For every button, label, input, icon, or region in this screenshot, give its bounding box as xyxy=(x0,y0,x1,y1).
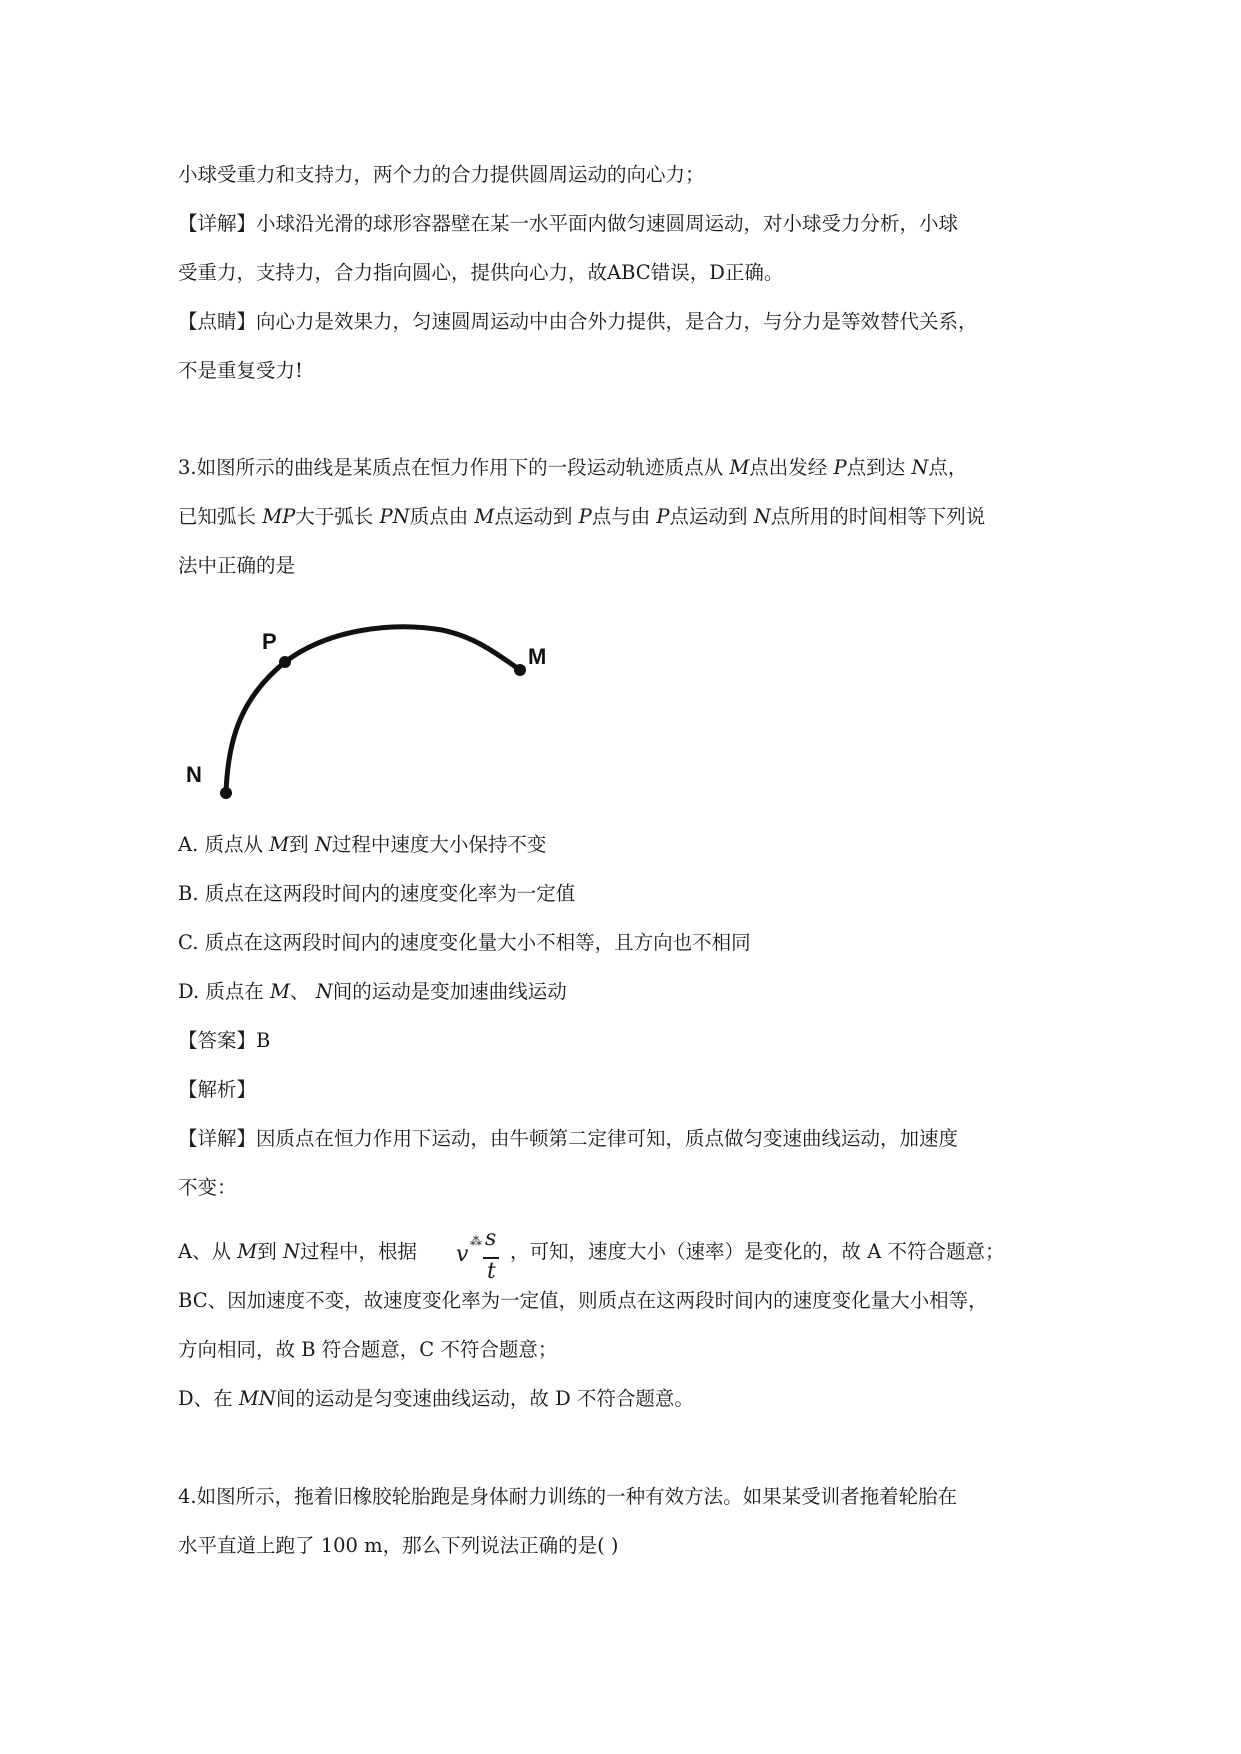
text-span: 到 xyxy=(289,833,315,856)
text-span: D. 质点在 xyxy=(178,980,271,1003)
text-span: 到 xyxy=(257,1240,283,1263)
var-mp: MP xyxy=(262,505,296,528)
point-p xyxy=(279,656,291,668)
question-4-line: 4.如图所示，拖着旧橡胶轮胎跑是身体耐力训练的一种有效方法。如果某受训者拖着轮胎在 xyxy=(178,1485,958,1508)
var-mn: MN xyxy=(238,1387,276,1410)
trajectory-figure xyxy=(170,592,570,802)
var-m: M xyxy=(269,833,290,856)
point-n xyxy=(220,787,232,799)
var-pn: PN xyxy=(379,505,410,528)
detail-line: 不变： xyxy=(178,1176,237,1199)
var-n: N xyxy=(753,505,771,528)
text-span: 大于弧长 xyxy=(295,505,380,528)
text-line: 受重力，支持力，合力指向圆心，提供向心力，故ABC错误，D正确。 xyxy=(178,261,784,284)
text-line: 不是重复受力! xyxy=(178,359,303,382)
analysis-heading: 【解析】 xyxy=(178,1078,257,1101)
detail-a-line-tail: ，可知，速度大小（速率）是变化的，故 A 不符合题意； xyxy=(510,1240,1005,1263)
text-span: 质点由 xyxy=(409,505,475,528)
detail-bc-line: 方向相同，故 B 符合题意，C 不符合题意； xyxy=(178,1338,558,1361)
var-m: M xyxy=(474,505,495,528)
text-span: 间的运动是变加速曲线运动 xyxy=(332,980,567,1003)
var-n: N xyxy=(315,980,333,1003)
text-span: 点所用的时间相等下列说 xyxy=(770,505,986,528)
text-span: 点出发经 xyxy=(749,456,834,479)
detail-d-line xyxy=(178,1385,694,1413)
question-3-line: 法中正确的是 xyxy=(178,554,296,577)
option-b: B. 质点在这两段时间内的速度变化率为一定值 xyxy=(178,882,576,905)
text-span: 、 xyxy=(290,980,316,1003)
text-span: A、从 xyxy=(178,1240,238,1263)
label-n: N xyxy=(186,762,202,787)
formula-denominator: t xyxy=(487,1259,496,1284)
detail-bc-line: BC、因加速度不变，故速度变化率为一定值，则质点在这两段时间内的速度变化量大小相等， xyxy=(178,1289,988,1312)
question-3-line xyxy=(178,503,985,531)
text-span: 过程中速度大小保持不变 xyxy=(331,833,547,856)
option-c: C. 质点在这两段时间内的速度变化量大小不相等，且方向也不相同 xyxy=(178,931,751,954)
question-3-line xyxy=(178,454,967,482)
detail-line: 【详解】因质点在恒力作用下运动，由牛顿第二定律可知，质点做匀变速曲线运动，加速度 xyxy=(178,1127,959,1150)
detail-a-line xyxy=(178,1238,417,1266)
var-m: M xyxy=(270,980,291,1003)
text-span: 已知弧长 xyxy=(178,505,263,528)
text-span: 点， xyxy=(928,456,968,479)
var-n: N xyxy=(314,833,332,856)
formula-symbol: ⁂ xyxy=(470,1234,482,1248)
velocity-formula xyxy=(456,1226,504,1290)
option-a xyxy=(178,831,546,859)
question-4-line: 水平直道上跑了 100 m，那么下列说法正确的是( ) xyxy=(178,1534,619,1557)
text-span: 点运动到 xyxy=(494,505,579,528)
text-span: 间的运动是匀变速曲线运动，故 D 不符合题意。 xyxy=(275,1387,694,1410)
text-span: 点与由 xyxy=(591,505,657,528)
text-span: 3.如图所示的曲线是某质点在恒力作用下的一段运动轨迹质点从 xyxy=(178,456,730,479)
text-line: 【详解】小球沿光滑的球形容器壁在某一水平面内做匀速圆周运动，对小球受力分析，小球 xyxy=(178,212,959,235)
formula-v: v xyxy=(456,1242,469,1267)
label-m: M xyxy=(528,644,547,669)
text-span: 过程中，根据 xyxy=(300,1240,418,1263)
answer-line: 【答案】B xyxy=(178,1029,271,1052)
var-m: M xyxy=(237,1240,258,1263)
text-span: 点到达 xyxy=(846,456,912,479)
var-m: M xyxy=(729,456,750,479)
text-line: 小球受重力和支持力，两个力的合力提供圆周运动的向心力； xyxy=(178,163,705,186)
var-p: P xyxy=(578,505,592,528)
var-p: P xyxy=(656,505,670,528)
text-span: D、在 xyxy=(178,1387,239,1410)
text-span: A. 质点从 xyxy=(178,833,270,856)
option-d xyxy=(178,978,567,1006)
formula-numerator: s xyxy=(485,1226,497,1251)
point-m xyxy=(514,664,526,676)
text-span: 点运动到 xyxy=(669,505,754,528)
var-p: P xyxy=(833,456,847,479)
var-n: N xyxy=(911,456,929,479)
label-p: P xyxy=(262,629,277,654)
text-line: 【点睛】向心力是效果力，匀速圆周运动中由合外力提供，是合力，与分力是等效替代关系， xyxy=(178,310,978,333)
var-n: N xyxy=(282,1240,301,1263)
